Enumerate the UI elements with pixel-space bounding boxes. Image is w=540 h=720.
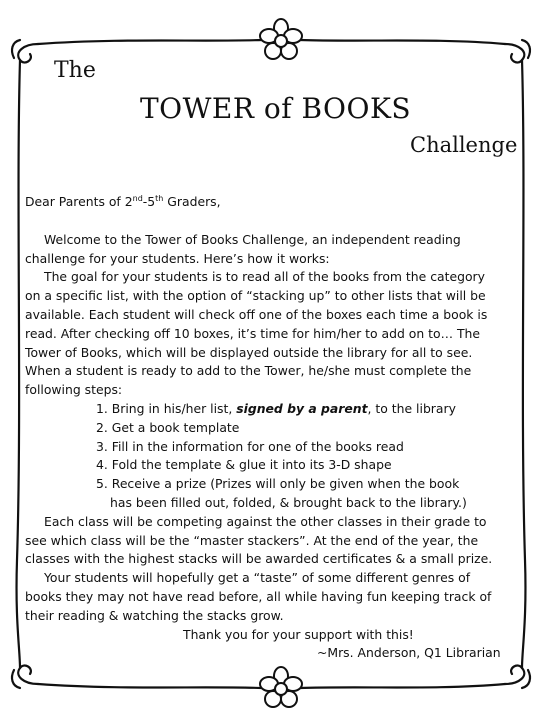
page-title: TOWER of BOOKS (140, 92, 412, 125)
emphasis-text: signed by a parent (236, 400, 368, 416)
paragraph-line: following steps: (25, 382, 123, 398)
paragraph-line: books they may not have read before, all while having fun keeping track of (25, 588, 492, 604)
paragraph-line: Tower of Books, which will be displayed outside the library for all to see. (25, 344, 473, 360)
paragraph-line: The goal for your students is to read all of the books from the category (44, 269, 485, 285)
step-item: 1. Bring in his/her list, signed by a parent, to the library (96, 400, 456, 416)
paragraph-line: challenge for your students. Here’s how it works: (25, 250, 330, 266)
paragraph-line: classes with the highest stacks will be awarded certificates & a small prize. (25, 551, 493, 567)
paragraph-line: read. After checking off 10 boxes, it’s time for him/her to add on to… The (25, 325, 480, 341)
paragraph-line: Each class will be competing against the other classes in their grade to (44, 513, 487, 529)
flower-icon (260, 19, 302, 59)
paragraph-line: Your students will hopefully get a “taste” of some different genres of (44, 570, 471, 586)
step-item: 3. Fill in the information for one of the books read (96, 438, 404, 454)
step-item: 5. Receive a prize (Prizes will only be given when the book (96, 476, 460, 492)
greeting: Dear Parents of 2nd-5th Graders, (25, 194, 221, 209)
step-continuation: has been filled out, folded, & brought back to the library.) (110, 494, 467, 510)
paragraph-line: their reading & watching the stacks grow. (25, 607, 284, 623)
title-the: The (54, 58, 96, 83)
step-item: 2. Get a book template (96, 419, 240, 435)
paragraph-line: When a student is ready to add to the Tower, he/she must complete the (25, 363, 472, 379)
closing-thanks: Thank you for your support with this! (183, 626, 414, 642)
flower-icon (260, 667, 302, 707)
paragraph-line: see which class will be the “master stackers”. At the end of the year, the (25, 532, 479, 548)
signature: ~Mrs. Anderson, Q1 Librarian (317, 645, 501, 661)
step-item: 4. Fold the template & glue it into its 3-D shape (96, 457, 392, 473)
letter-body (25, 193, 519, 663)
title-challenge: Challenge (410, 133, 518, 157)
paragraph-line: Welcome to the Tower of Books Challenge, an independent reading (44, 231, 461, 247)
paragraph-line: on a specific list, with the option of “stacking up” to other lists that will be (25, 288, 486, 304)
paragraph-line: available. Each student will check off one of the boxes each time a book is (25, 306, 488, 322)
